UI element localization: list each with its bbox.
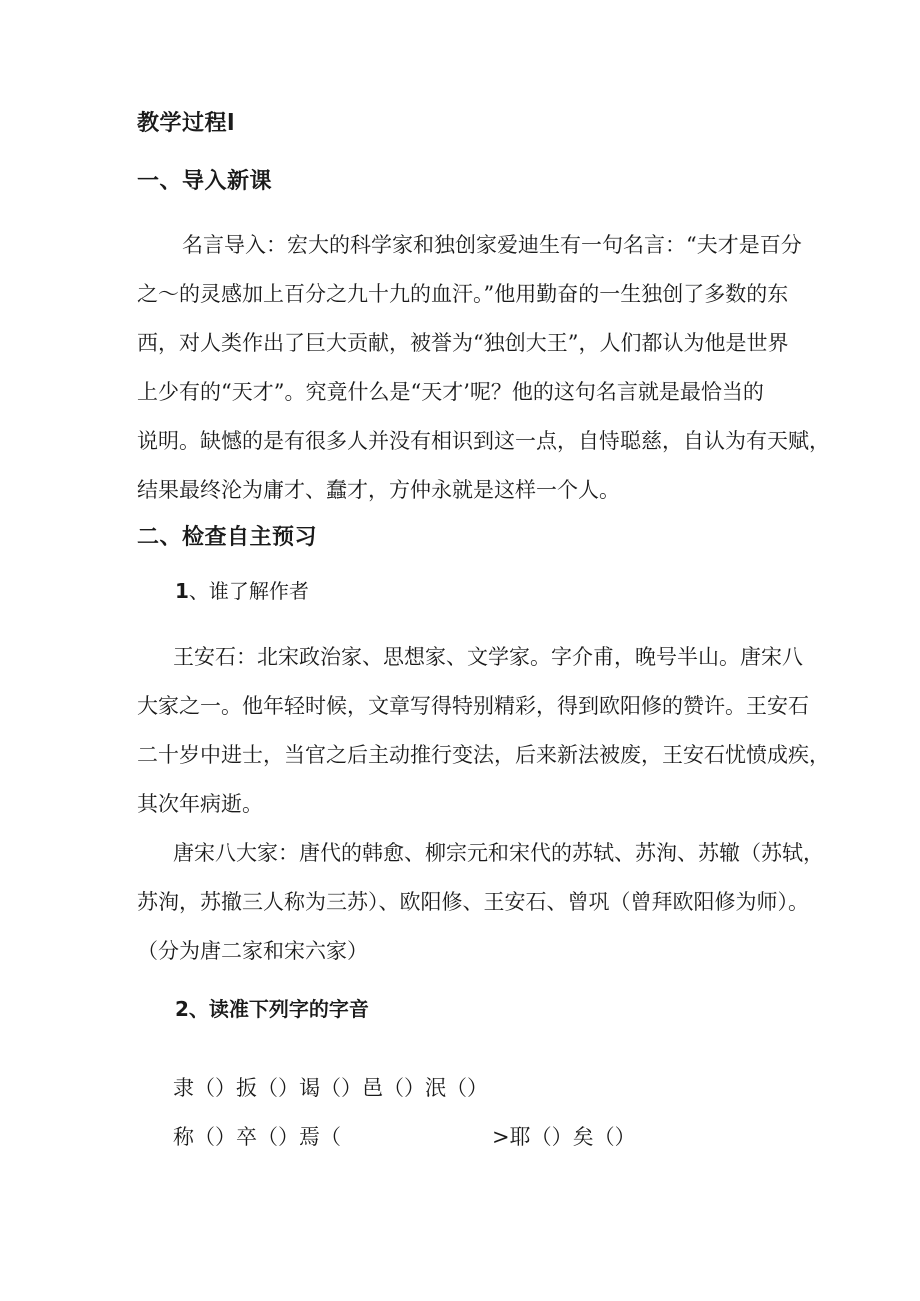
intro-line-2: 之～的灵感加上百分之九十九的血汗。”他用勤奋的一生独创了多数的东	[137, 282, 789, 306]
author-line-4: 其次年病逝。	[137, 792, 263, 816]
intro-line-4: 上少有的“天才”。究竟什么是“天才’呢？他的这句名言就是最恰当的	[137, 380, 764, 404]
tang-song-line-1: 唐宋八大家：唐代的韩愈、柳宗元和宋代的苏轼、苏洵、苏辙（苏轼，	[173, 841, 824, 865]
pronunciation-row-2-left: 称（）卒（）焉（	[173, 1125, 341, 1149]
author-line-3: 二十岁中进士，当官之后主动推行变法，后来新法被废，王安石忧愤成疾，	[137, 743, 830, 767]
author-paragraph	[137, 633, 830, 829]
intro-line-1: 名言导入：宏大的科学家和独创家爱迪生有一句名言：“夫才是百分	[182, 233, 802, 257]
subheading-number: 1	[175, 579, 189, 603]
subheading-label: 、读准下列字的字音	[188, 997, 369, 1021]
intro-line-5: 说明。缺憾的是有很多人并没有相识到这一点，自恃聪慈，自认为有天赋，	[137, 429, 830, 453]
subheading-know-author	[175, 575, 309, 604]
intro-paragraph	[137, 221, 830, 515]
subheading-pronunciation	[175, 993, 369, 1022]
section-heading-intro: 一、导入新课	[137, 169, 273, 194]
page-title: 教学过程l	[137, 111, 236, 136]
tang-song-line-2: 苏洵，苏撤三人称为三苏）、欧阳修、王安石、曾巩（曾拜欧阳修为师）。	[137, 890, 809, 914]
subheading-label: 、谁了解作者	[188, 579, 309, 603]
intro-line-3: 西，对人类作出了巨大贡献，被誉为“独创大王”，人们都认为他是世界	[137, 331, 789, 355]
intro-line-6: 结果最终沦为庸才、蠢才，方仲永就是这样一个人。	[137, 478, 620, 502]
pronunciation-row-2-right: >耶（）矣（）	[492, 1125, 636, 1149]
tang-song-line-3: （分为唐二家和宋六家）	[137, 939, 368, 963]
author-line-1: 王安石：北宋政治家、思想家、文学家。字介甫，晚号半山。唐宋八	[173, 645, 803, 669]
pronunciation-row-1: 隶（）扳（）谒（）邑（）泯（）	[173, 1076, 488, 1100]
author-line-2: 大家之一。他年轻时候，文章写得特别精彩，得到欧阳修的赞许。王安石	[137, 694, 809, 718]
subheading-number: 2	[175, 997, 189, 1021]
section-heading-preview: 二、检查自主预习	[137, 525, 318, 550]
tang-song-paragraph	[137, 829, 824, 976]
